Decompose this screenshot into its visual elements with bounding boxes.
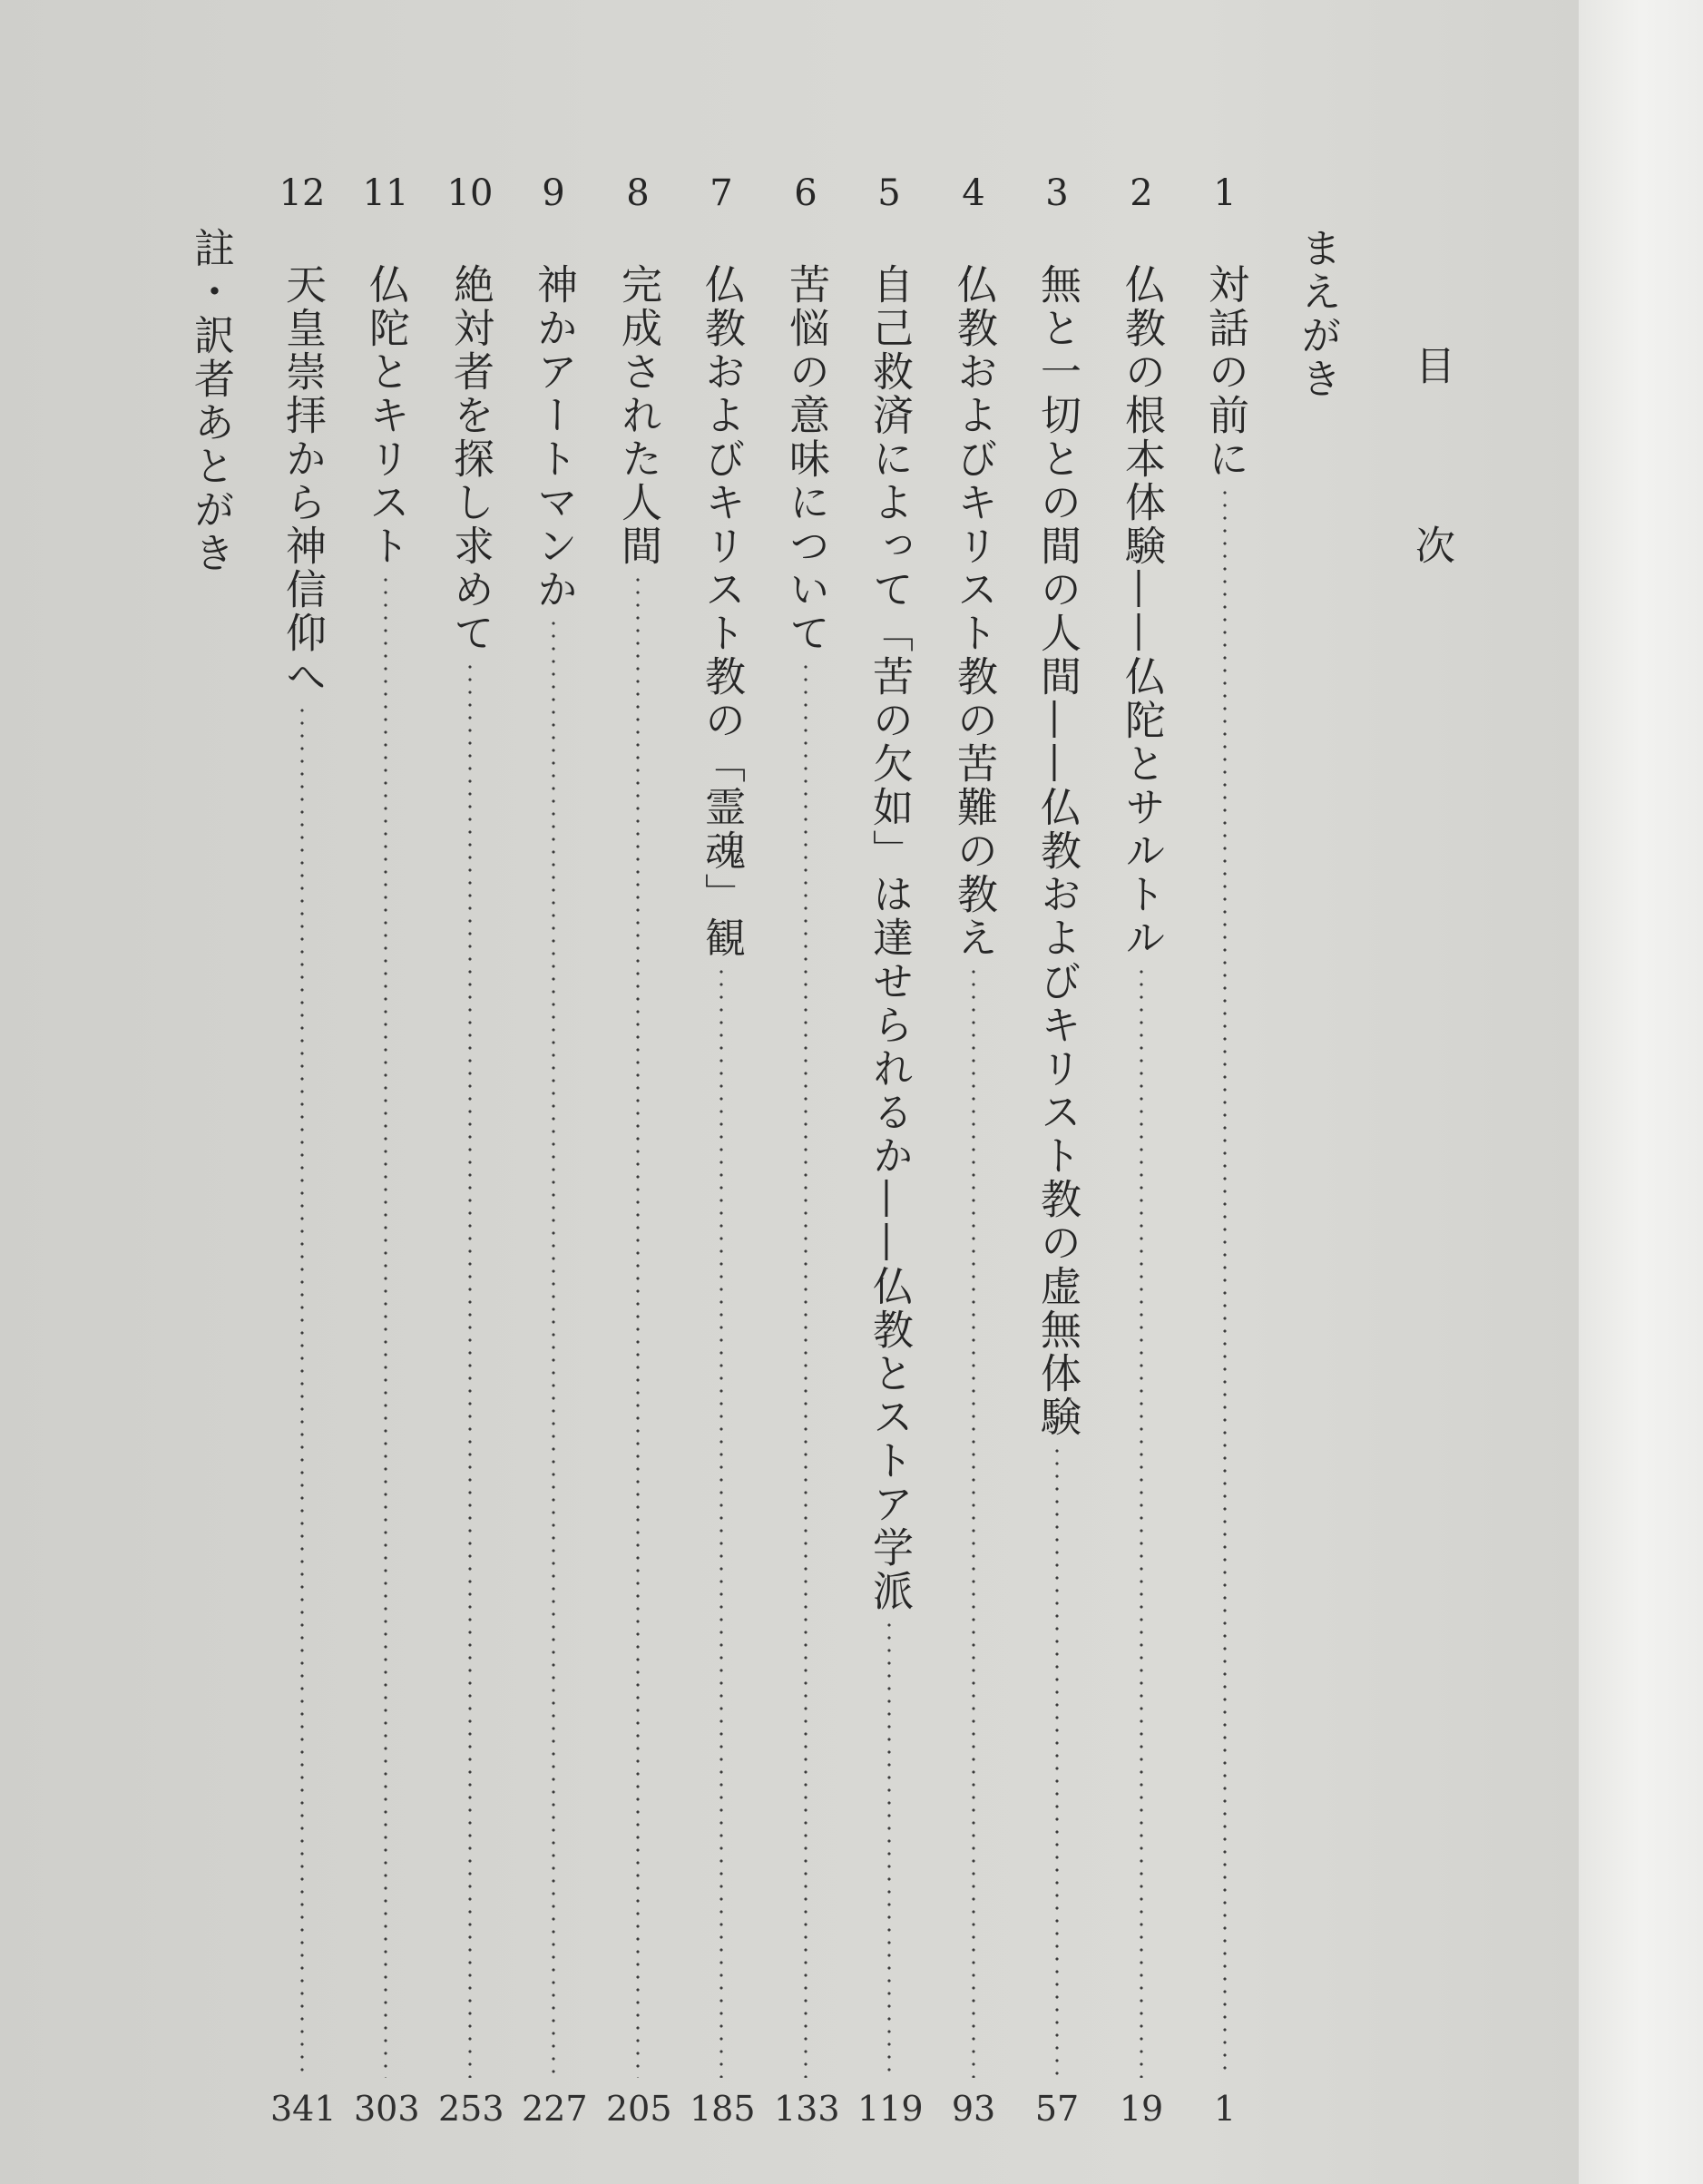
chapter-entry <box>942 0 1005 2184</box>
chapter-entry <box>270 0 337 2184</box>
chapter-number: 4 <box>962 172 985 214</box>
dot-leader <box>1223 486 1227 2078</box>
chapter-title: 仏教の根本体験——仏陀とサルトル <box>1118 263 1166 960</box>
dot-leader <box>636 573 640 2078</box>
chapter-page-number: 341 <box>270 2089 337 2129</box>
chapter-title: 苦悩の意味について <box>782 263 830 655</box>
chapter-number: 5 <box>877 172 901 214</box>
chapter-line <box>865 263 914 2087</box>
chapter-page-number: 227 <box>522 2089 588 2129</box>
chapter-entry <box>438 0 502 2184</box>
chapter-number: 2 <box>1130 172 1153 214</box>
chapter-page-number: 303 <box>354 2089 420 2129</box>
dot-leader <box>1055 1445 1059 2078</box>
chapter-line <box>529 263 578 2087</box>
chapter-entry <box>522 0 588 2184</box>
chapter-title: 完成された人間 <box>614 263 662 568</box>
chapter-line <box>445 263 494 2087</box>
dot-leader <box>300 704 304 2078</box>
dot-leader <box>719 965 723 2078</box>
chapter-line <box>278 263 327 2087</box>
dot-leader <box>384 573 387 2078</box>
chapter-number: 11 <box>362 172 409 214</box>
chapter-title: 対話の前に <box>1201 263 1249 481</box>
chapter-title: 無と一切との間の人間——仏教およびキリスト教の虚無体験 <box>1033 263 1082 1439</box>
notes-entry: 註・訳者あとがき <box>187 227 235 575</box>
chapter-page-number: 185 <box>690 2089 756 2129</box>
chapter-number: 7 <box>710 172 733 214</box>
chapter-title: 天皇崇拝から神信仰へ <box>279 263 327 699</box>
chapter-title: 神かアートマンか <box>530 263 578 612</box>
dot-leader <box>1140 965 1143 2078</box>
chapter-number: 8 <box>626 172 650 214</box>
chapter-page-number: 93 <box>951 2089 996 2129</box>
chapter-number: 1 <box>1213 172 1237 214</box>
chapter-page-number: 133 <box>774 2089 840 2129</box>
chapter-line <box>1117 263 1166 2087</box>
chapter-entry <box>354 0 420 2184</box>
chapter-number: 3 <box>1045 172 1069 214</box>
dot-leader <box>552 617 555 2078</box>
page-edge <box>1579 0 1703 2184</box>
chapter-line <box>697 263 746 2087</box>
chapter-title: 仏教およびキリスト教の苦難の教え <box>950 263 998 960</box>
chapter-entry <box>1193 0 1257 2184</box>
chapter-line <box>1033 263 1082 2087</box>
preface-entry: まえがき <box>1294 227 1342 401</box>
chapter-number: 9 <box>542 172 565 214</box>
dot-leader <box>887 1619 891 2078</box>
dot-leader <box>468 661 472 2078</box>
chapter-line <box>613 263 662 2087</box>
chapter-number: 12 <box>279 172 326 214</box>
chapter-page-number: 119 <box>857 2089 924 2129</box>
chapter-line <box>361 263 410 2087</box>
chapter-title: 自己救済によって「苦の欠如」は達せられるか——仏教とストア学派 <box>866 263 914 1613</box>
chapter-number: 6 <box>794 172 817 214</box>
chapter-number: 10 <box>446 172 494 214</box>
dot-leader <box>972 965 975 2078</box>
chapter-entry <box>774 0 840 2184</box>
chapter-entry <box>606 0 670 2184</box>
chapter-page-number: 205 <box>606 2089 672 2129</box>
chapter-entry <box>690 0 756 2184</box>
chapter-line <box>781 263 830 2087</box>
chapter-page-number: 57 <box>1034 2089 1080 2129</box>
chapter-entry <box>1110 0 1173 2184</box>
chapter-title: 仏教およびキリスト教の「霊魂」観 <box>698 263 746 960</box>
chapter-line <box>1200 263 1249 2087</box>
dot-leader <box>804 661 807 2078</box>
chapter-page-number: 19 <box>1119 2089 1164 2129</box>
chapter-entry <box>1025 0 1089 2184</box>
chapter-line <box>949 263 998 2087</box>
chapter-entry <box>857 0 924 2184</box>
chapter-title: 絶対者を探し求めて <box>446 263 494 655</box>
toc-heading: 目 次 <box>1408 345 1454 614</box>
chapter-page-number: 253 <box>438 2089 504 2129</box>
chapter-page-number: 1 <box>1213 2089 1237 2129</box>
chapter-title: 仏陀とキリスト <box>362 263 410 568</box>
